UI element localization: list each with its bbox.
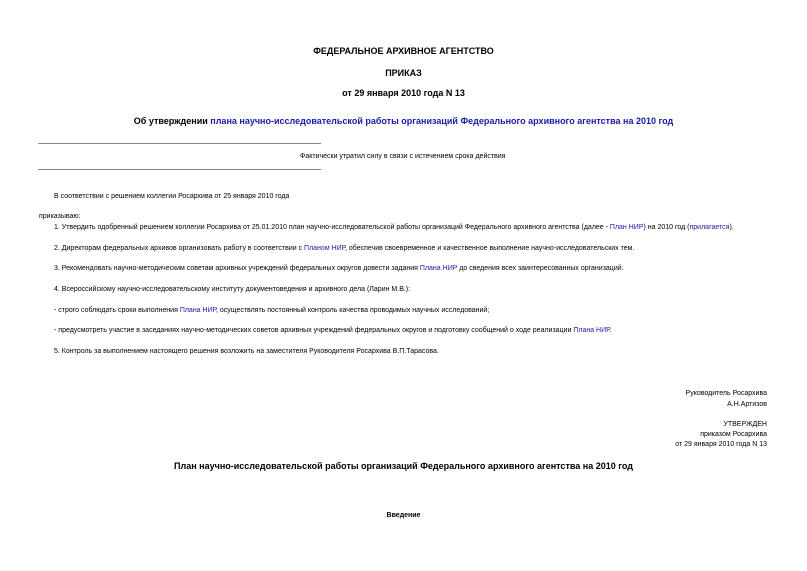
order-word: приказываю: (39, 213, 81, 220)
order-item-2: 2. Директорам федеральных архивов организовать работу в соответствии с Планом НИР, обеспечив своевременное и качественное выполнение научно-исследовательских тем. (54, 245, 635, 252)
plan-nir-link[interactable]: Плана НИР (573, 327, 610, 334)
order-item-4b: - предусмотреть участие в заседаниях научно-методических советов архивных учреждений федеральных округов и подготовку сообщений о ходе реализации Плана НИР. (54, 327, 612, 334)
plan-nir-link[interactable]: Планом НИР (304, 245, 346, 252)
plan-title: План научно-исследовательской работы организаций Федерального архивного агентства на 2010 год (174, 461, 633, 471)
order-item-4a: - строго соблюдать сроки выполнения Плана НИР, осуществлять постоянный контроль качества проводимых научных исследований; (54, 307, 490, 314)
document-title (0, 116, 807, 126)
signature-name: А.Н.Артизов (727, 401, 767, 408)
approval-stamp: УТВЕРЖДЕН (723, 421, 767, 428)
title-plan-link[interactable]: плана научно-исследовательской работы организаций Федерального архивного агентства на 2010 год (210, 116, 674, 126)
title-prefix: Об утверждении (133, 116, 211, 126)
status-rule-top (38, 143, 321, 144)
order-item-4: 4. Всероссийскому научно-исследовательскому институту документоведения и архивного дела (Ларин М.В.): (54, 286, 411, 293)
status-rule-bottom (38, 169, 321, 170)
document-type: ПРИКАЗ (385, 68, 422, 78)
appendix-link[interactable]: прилагается (689, 224, 730, 231)
status-note: Фактически утратил силу в связи с истечением срока действия (300, 153, 506, 160)
preamble: В соответствии с решением коллегии Росархива от 25 января 2010 года (54, 193, 290, 200)
agency-name: ФЕДЕРАЛЬНОЕ АРХИВНОЕ АГЕНТСТВО (313, 46, 494, 56)
document-date-number: от 29 января 2010 года N 13 (342, 88, 465, 98)
order-item-5: 5. Контроль за выполнением настоящего решения возложить на заместителя Руководителя Росархива В.П.Тарасова. (54, 348, 439, 355)
plan-nir-link[interactable]: План НИР (609, 224, 644, 231)
signature-position: Руководитель Росархива (685, 390, 767, 397)
section-heading: Введение (386, 512, 421, 519)
plan-nir-link[interactable]: Плана НИР (419, 265, 458, 272)
order-item-1: 1. Утвердить одобренный решением коллегии Росархива от 25.01.2010 план научно-исследовательской работы организаций Федерального архивного агентства (далее - План НИР) на 2010 год (прилагается). (54, 224, 734, 231)
order-item-3: 3. Рекомендовать научно-методическим советам архивных учреждений федеральных округов довести задания Плана НИР до сведения всех заинтересованных организаций. (54, 265, 624, 272)
approval-date: от 29 января 2010 года N 13 (675, 441, 767, 448)
approval-by-order: приказом Росархива (700, 431, 767, 438)
plan-nir-link[interactable]: Плана НИР (179, 307, 216, 314)
